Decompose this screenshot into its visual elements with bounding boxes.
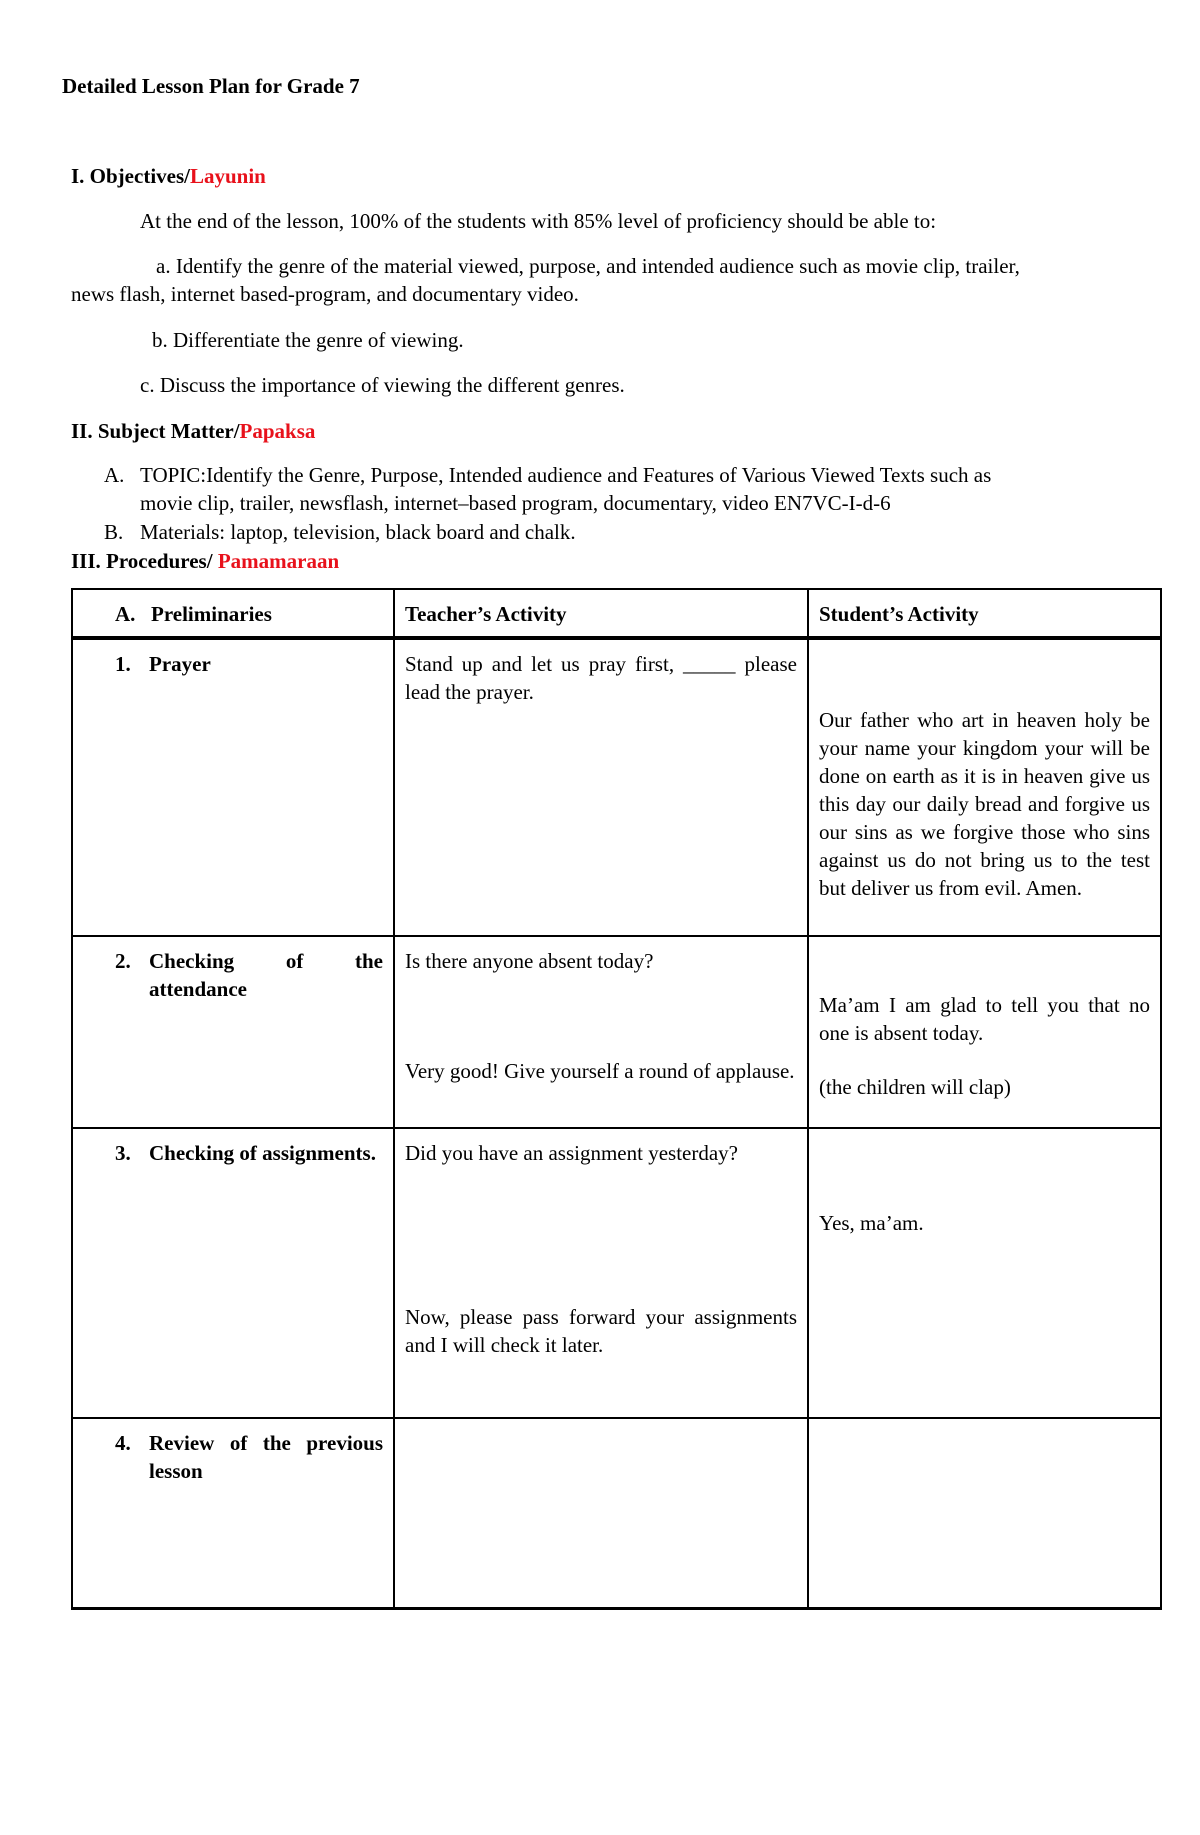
header-student-activity: Student’s Activity <box>808 589 1161 638</box>
materials-text: Materials: laptop, television, black board and chalk. <box>140 520 576 544</box>
row-attendance-teacher-text-2: Very good! Give yourself a round of applause. <box>405 1059 795 1083</box>
document-title: Detailed Lesson Plan for Grade 7 <box>62 74 360 98</box>
objectives-heading-red: Layunin <box>189 164 266 188</box>
table-row-review <box>72 1418 1161 1608</box>
row-attendance-num: 2. <box>115 949 131 973</box>
table-row-prayer <box>72 638 1161 936</box>
materials-marker: B. <box>104 520 124 544</box>
row-attendance-label-cell <box>72 936 394 1128</box>
objectives-heading-text: I. Objectives/ <box>71 164 190 188</box>
row-prayer-label: Prayer <box>149 652 211 676</box>
topic-line2: movie clip, trailer, newsflash, internet–based program, documentary, video EN7VC-I-d-6 <box>140 491 891 515</box>
row-attendance-student-text-2: (the children will clap) <box>819 1075 1011 1099</box>
row-prayer-student <box>808 638 1161 936</box>
row-attendance-student <box>808 936 1161 1128</box>
subject-matter-heading <box>71 417 315 445</box>
row-assignments-teacher <box>394 1128 808 1418</box>
topic-line1: TOPIC:Identify the Genre, Purpose, Intended audience and Features of Various Viewed Texts such as <box>140 463 992 487</box>
objectives-intro: At the end of the lesson, 100% of the students with 85% level of proficiency should be able to: <box>140 209 937 233</box>
procedures-heading-text: III. Procedures/ <box>71 549 218 573</box>
row-assignments-label-cell <box>72 1128 394 1418</box>
objective-a-line2: news flash, internet based-program, and documentary video. <box>71 282 579 306</box>
row-prayer-num: 1. <box>115 652 131 676</box>
row-review-label-cell <box>72 1418 394 1608</box>
procedures-table <box>71 588 1162 1610</box>
subject-matter-heading-red: Papaksa <box>239 419 316 443</box>
row-attendance-teacher-text-1: Is there anyone absent today? <box>405 949 654 973</box>
row-review-num: 4. <box>115 1431 131 1455</box>
header-preliminaries-label: Preliminaries <box>151 602 272 626</box>
table-row-assignments <box>72 1128 1161 1418</box>
table-row-attendance <box>72 936 1161 1128</box>
procedures-heading <box>71 547 339 575</box>
subject-matter-heading-text: II. Subject Matter/ <box>71 419 240 443</box>
row-review-label: Review of the previous lesson <box>149 1431 383 1483</box>
row-attendance-teacher <box>394 936 808 1128</box>
row-assignments-label: Checking of assignments. <box>149 1141 376 1165</box>
row-assignments-student <box>808 1128 1161 1418</box>
row-review-teacher <box>394 1418 808 1608</box>
header-preliminaries <box>72 589 394 638</box>
objective-a-line1: a. Identify the genre of the material viewed, purpose, and intended audience such as movie clip, trailer, <box>156 254 1020 278</box>
row-prayer-label-cell <box>72 638 394 936</box>
objective-c: c. Discuss the importance of viewing the different genres. <box>140 373 625 397</box>
row-assignments-student-text: Yes, ma’am. <box>819 1211 924 1235</box>
row-prayer-teacher-text: Stand up and let us pray first, _____ please lead the prayer. <box>405 652 797 704</box>
header-preliminaries-num: A. <box>115 602 136 626</box>
table-header-row <box>72 589 1161 638</box>
row-attendance-label: Checking of the attendance <box>149 949 383 1001</box>
header-teacher-activity: Teacher’s Activity <box>394 589 808 638</box>
row-prayer-student-text: Our father who art in heaven holy be your name your kingdom your will be done on earth as it is in heaven give us this day our daily bread and forgive us our sins as we forgive those who sins against us do not bring us to the test but deliver us from evil. Amen. <box>819 708 1150 900</box>
row-review-student <box>808 1418 1161 1608</box>
procedures-heading-red: Pamamaraan <box>217 549 340 573</box>
objectives-heading <box>71 162 266 190</box>
row-assignments-num: 3. <box>115 1141 131 1165</box>
topic-marker: A. <box>104 463 125 487</box>
row-assignments-teacher-text-2: Now, please pass forward your assignments and I will check it later. <box>405 1305 797 1357</box>
row-assignments-teacher-text-1: Did you have an assignment yesterday? <box>405 1141 738 1165</box>
objective-b: b. Differentiate the genre of viewing. <box>152 328 464 352</box>
row-prayer-teacher <box>394 638 808 936</box>
row-attendance-student-text-1: Ma’am I am glad to tell you that no one is absent today. <box>819 993 1150 1045</box>
